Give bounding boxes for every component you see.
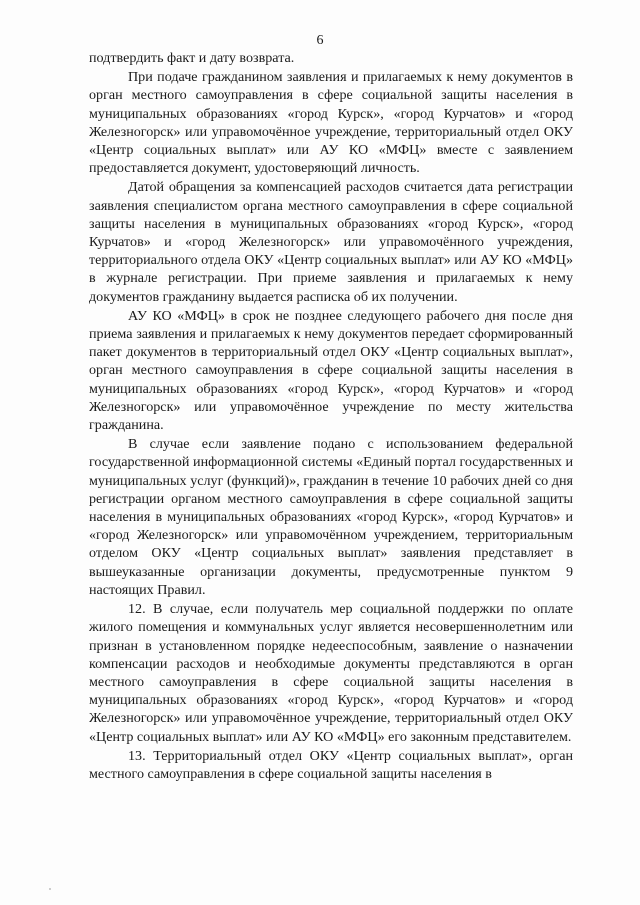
- paragraph-application-date: Датой обращения за компенсацией расходов считается дата регистрации заявления специалистом органа местного самоуправления в сфере социальной защиты населения в муниципальных образованиях «город Курск», «город Курчатов» и «город Железногорск» или управомочённого учреждения, территориального отдела ОКУ «Центр социальных выплат» или АУ КО «МФЦ» в журнале регистрации. При приеме заявления и прилагаемых к нему документов гражданину выдается расписка об их получении.: [89, 179, 573, 305]
- paragraph-documents-submission: При подаче гражданином заявления и прилагаемых к нему документов в орган местного самоуправления в сфере социальной защиты населения в муниципальных образованиях «город Курск», «город Курчатов» и «город Железногорск» или управомочённое учреждение, территориальный отдел ОКУ «Центр социальных выплат» или АУ КО «МФЦ» вместе с заявлением предоставляется документ, удостоверяющий личность.: [89, 69, 573, 177]
- paragraph-mfc-transfer: АУ КО «МФЦ» в срок не позднее следующего рабочего дня после дня приема заявления и прилагаемых к нему документов передает сформированный пакет документов в территориальный отдел ОКУ «Центр социальных выплат», орган местного самоуправления в сфере социальной защиты населения в муниципальных образованиях «город Курск», «город Курчатов» и «город Железногорск» или управомочённое учреждение по месту жительства гражданина.: [89, 307, 573, 434]
- scan-speck: [49, 888, 51, 890]
- paragraph-continuation: подтвердить факт и дату возврата.: [89, 50, 295, 66]
- paragraph-online-portal: В случае если заявление подано с использованием федеральной государственной информационной системы «Единый портал государственных и муниципальных услуг (функций)», гражданин в течение 10 рабочих дней со дня регистрации органом местного самоуправления в сфере социальной защиты населения в муниципальных образованиях «город Курск», «город Курчатов» и «город Железногорск» или управомочённом учреждением, территориальным отделом ОКУ «Центр социальных выплат» заявления представляет в вышеуказанные организации документы, предусмотренные пунктом 9 настоящих Правил.: [89, 436, 573, 598]
- page-number: 6: [316, 33, 324, 48]
- paragraph-item-13: 13. Территориальный отдел ОКУ «Центр социальных выплат», орган местного самоуправления в сфере социальной защиты населения в: [89, 747, 573, 782]
- paragraph-item-12: 12. В случае, если получатель мер социальной поддержки по оплате жилого помещения и коммунальных услуг является несовершеннолетним или признан в установленном порядке недееспособным, заявление о назначении компенсации расходов и необходимые документы представляются в орган местного самоуправления в сфере социальной защиты населения в муниципальных образованиях «город Курск», «город Курчатов» и «город Железногорск» или управомочённое учреждение, территориальный отдел ОКУ «Центр социальных выплат» или АУ КО «МФЦ» его законным представителем.: [89, 601, 573, 745]
- document-body: [89, 49, 573, 783]
